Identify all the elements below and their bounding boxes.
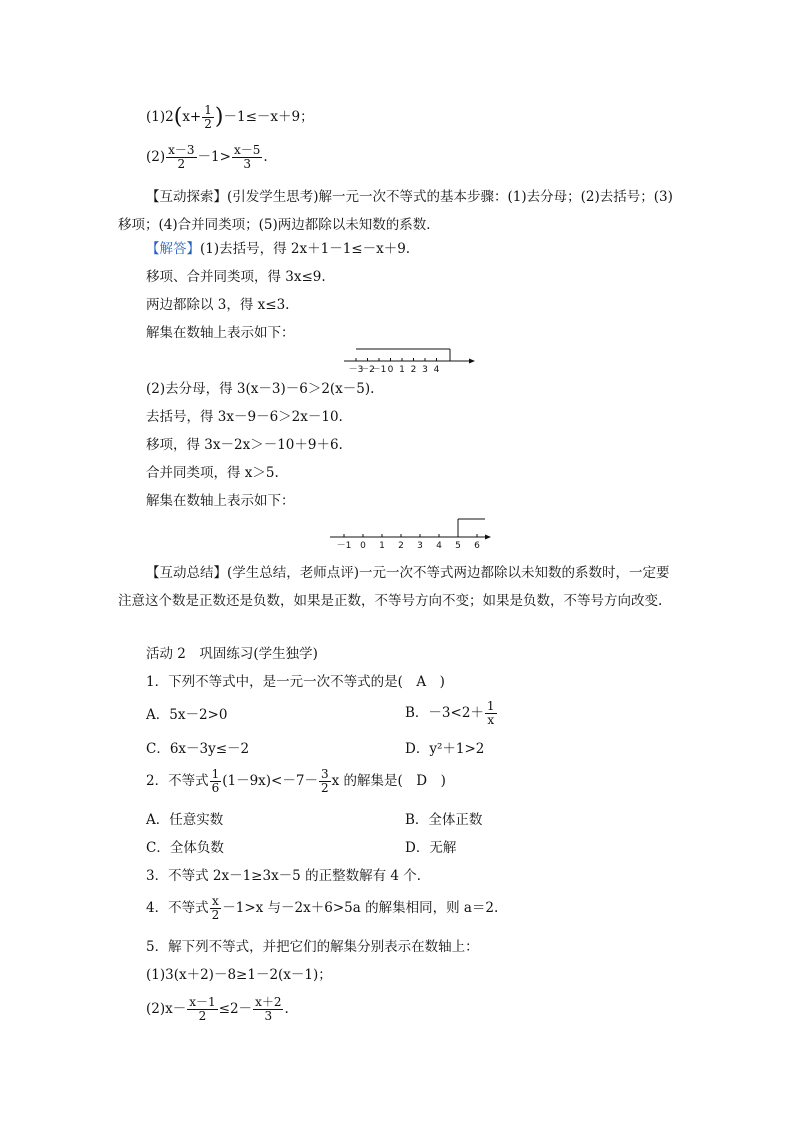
p1-suffix: －1≤－x＋9； — [223, 109, 314, 125]
tick-label: 1 — [379, 541, 385, 551]
q2-prefix: 2．不等式 — [146, 773, 209, 789]
number-line-2 — [330, 514, 495, 554]
tick-label: 5 — [455, 541, 461, 551]
explore-text: (引发学生思考)解一元一次不等式的基本步骤：(1)去分母；(2)去括号；(3)移项；(4)合并同类项；(5)两边都除以未知数的系数． — [118, 189, 673, 233]
tick-label: 2 — [410, 365, 417, 375]
answer-line-7: 移项，得 3x－2x＞－10＋9＋6. — [146, 437, 343, 453]
frac-num: x＋2 — [255, 995, 282, 1009]
tick-label: 4 — [433, 365, 440, 375]
problem-1 — [146, 104, 314, 131]
answer-line-9: 解集在数轴上表示如下： — [146, 493, 295, 509]
q2-option-d: D．无解 — [405, 840, 457, 856]
q5-part-2 — [146, 996, 289, 1023]
p1-prefix: (1)2 — [146, 109, 174, 125]
answer-line-1 — [146, 240, 410, 258]
q5-part-1: (1)3(x＋2)－8≥1－2(x－1)； — [146, 967, 332, 983]
axis-arrow — [469, 359, 475, 364]
q5-p2-mid: ≤2－ — [218, 1001, 253, 1017]
right-paren: ) — [214, 104, 224, 130]
frac-num: 1 — [204, 103, 212, 117]
q4-stem — [146, 895, 498, 922]
answer-line-4: 解集在数轴上表示如下： — [146, 325, 295, 341]
p2-mid: －1> — [197, 149, 231, 165]
fraction — [485, 700, 497, 727]
frac-den: 2 — [204, 117, 212, 131]
q2-mid: (1－9x)<－7－ — [222, 773, 318, 789]
option-b-text: B．－3<2＋ — [405, 705, 484, 721]
frac-den: 2 — [320, 781, 329, 795]
summary-text: (学生总结，老师点评)一元一次不等式两边都除以未知数的系数时，一定要注意这个数是正数还是负数，如果是正数，不等号方向不变；如果是负数，不等号方向改变. — [118, 565, 670, 609]
fraction — [319, 768, 331, 795]
frac-den: x — [487, 713, 495, 727]
fraction — [166, 144, 196, 171]
tick-label: 3 — [422, 365, 428, 375]
q1-option-b — [405, 700, 498, 727]
answer-tag: 【解答】 — [146, 241, 200, 257]
summary-tag: 【互动总结】 — [146, 565, 227, 581]
tick-label: 2 — [398, 541, 404, 551]
q1-option-a: A．5x－2>0 — [146, 707, 228, 723]
q5-p2-prefix: (2)x－ — [146, 1001, 187, 1017]
frac-num: x－1 — [189, 995, 216, 1009]
frac-den: 2 — [177, 157, 186, 171]
number-line-1 — [344, 344, 479, 378]
frac-num: x－3 — [168, 143, 195, 157]
frac-num: 1 — [486, 699, 495, 713]
q2-option-c: C．全体负数 — [146, 840, 224, 856]
answer-line-5: (2)去分母，得 3(x－3)－6＞2(x－5). — [146, 381, 375, 397]
explore-paragraph — [118, 183, 678, 239]
left-paren: ( — [173, 104, 183, 130]
answer-text: (1)去括号，得 2x＋1－1≤－x＋9. — [200, 241, 411, 257]
frac-den: 2 — [211, 908, 220, 922]
q1-stem: 1．下列不等式中，是一元一次不等式的是( A ) — [146, 674, 445, 690]
axis-arrow — [485, 535, 491, 540]
frac-num: x－5 — [233, 143, 261, 157]
q1-option-c: C．6x－3y≤－2 — [146, 741, 250, 757]
q2-option-a: A．任意实数 — [146, 812, 224, 828]
tick-label: －1 — [336, 541, 352, 551]
tick-label: －1 — [371, 365, 387, 375]
q3-stem: 3．不等式 2x－1≥3x－5 的正整数解有 4 个． — [146, 868, 431, 884]
tick-label: 6 — [474, 541, 480, 551]
p2-suffix: . — [263, 149, 268, 165]
q1-option-d: D．y²＋1>2 — [405, 741, 485, 757]
p2-prefix: (2) — [146, 149, 166, 165]
frac-num: 3 — [320, 767, 329, 781]
q2-suffix: x 的解集是( D ) — [331, 773, 446, 789]
q5-p2-suffix: . — [284, 1001, 289, 1017]
activity-heading: 活动 2 巩固练习(学生独学) — [146, 646, 318, 662]
tick-label: －2 — [360, 365, 375, 375]
answer-line-2: 移项、合并同类项，得 3x≤9. — [146, 269, 326, 285]
q4-prefix: 4．不等式 — [146, 900, 209, 916]
q2-stem — [146, 768, 446, 795]
frac-den: 6 — [211, 781, 220, 795]
frac-num: x — [210, 895, 222, 909]
tick-label: 0 — [387, 365, 394, 375]
answer-line-8: 合并同类项，得 x＞5. — [146, 465, 279, 481]
fraction — [187, 996, 217, 1023]
tick-label: 3 — [417, 541, 423, 551]
frac-den: 3 — [264, 1009, 273, 1023]
fraction — [232, 144, 262, 171]
fraction — [210, 768, 222, 795]
tick-label: 4 — [436, 541, 442, 551]
answer-line-3: 两边都除以 3，得 x≤3. — [146, 297, 290, 313]
explore-tag: 【互动探索】 — [146, 189, 227, 205]
p1-inner: x+ — [182, 109, 202, 125]
frac-den: 2 — [198, 1009, 207, 1023]
q4-suffix: －1>x 与－2x＋6>5a 的解集相同，则 a＝2. — [222, 900, 499, 916]
answer-line-6: 去括号，得 3x－9－6＞2x－10. — [146, 409, 343, 425]
tick-label: 1 — [399, 365, 405, 375]
fraction — [210, 895, 222, 922]
fraction — [253, 996, 283, 1023]
summary-paragraph — [118, 559, 678, 615]
q5-stem: 5．解下列不等式，并把它们的解集分别表示在数轴上： — [146, 939, 479, 955]
tick-label: －3 — [348, 365, 364, 375]
problem-2 — [146, 144, 268, 171]
q2-option-b: B．全体正数 — [405, 812, 483, 828]
tick-label: 0 — [360, 541, 366, 551]
frac-num: 1 — [211, 767, 220, 781]
fraction-half — [202, 104, 214, 131]
frac-den: 3 — [243, 157, 251, 171]
